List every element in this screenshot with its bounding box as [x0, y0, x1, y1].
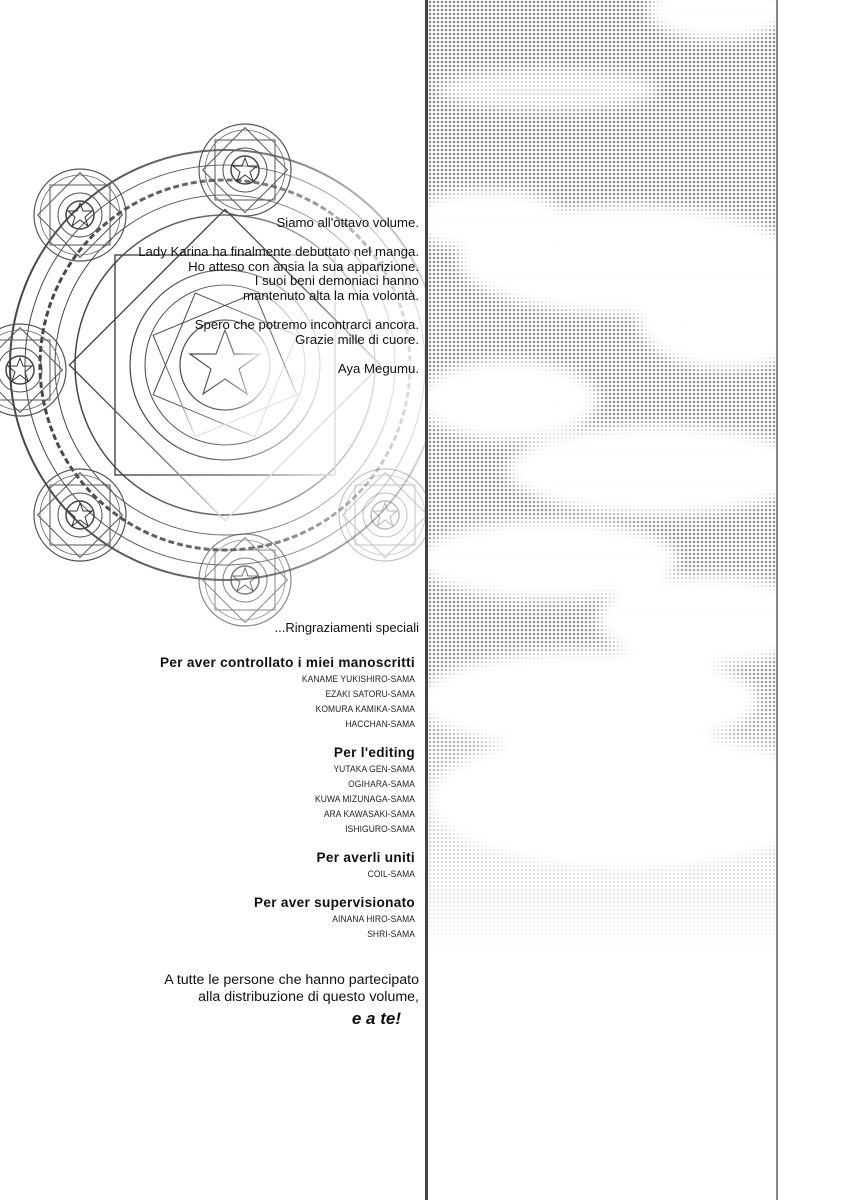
credit-name: KOMURA KAMIKA-SAMA	[315, 704, 415, 714]
credit-name: AINANA HIRO-SAMA	[332, 914, 415, 924]
credit-name: KANAME YUKISHIRO-SAMA	[301, 674, 415, 684]
special-thanks-heading: ...Ringraziamenti speciali	[274, 620, 419, 635]
credit-name: OGIHARA-SAMA	[348, 779, 415, 789]
closing-message	[89, 972, 419, 1027]
credit-name: ISHIGURO-SAMA	[345, 824, 415, 834]
author-signature: Aya Megumu.	[337, 360, 419, 376]
closing-line: alla distribuzione di questo volume,	[198, 989, 419, 1005]
sky-panel	[425, 0, 778, 1200]
afterword-paragraph: Lady Karina ha finalmente debuttato nel manga. Ho atteso con ansia la sua apparizione. I suoi beni demoniaci hanno mantenuto alta la mia volontà.	[138, 243, 419, 304]
closing-line: A tutte le persone che hanno partecipato	[164, 972, 419, 988]
afterword-text	[89, 216, 419, 390]
credit-title: Per aver controllato i miei manoscritti	[160, 655, 415, 670]
cloud-illustration	[428, 0, 776, 1200]
credit-group	[85, 744, 415, 837]
credits-list	[85, 654, 415, 954]
afterword-paragraph: Siamo all'ottavo volume.	[276, 215, 419, 230]
credit-group	[85, 849, 415, 882]
credit-name: KUWA MIZUNAGA-SAMA	[315, 794, 415, 804]
credit-title: Per aver supervisionato	[253, 895, 415, 910]
credit-group	[85, 654, 415, 732]
credit-name: ARA KAWASAKI-SAMA	[323, 809, 415, 819]
afterword-paragraph: Spero che potremo incontrarci ancora. Grazie mille di cuore.	[194, 316, 419, 347]
credit-title: Per l'editing	[333, 745, 415, 760]
closing-signoff: e a te!	[351, 1009, 401, 1028]
credit-name: HACCHAN-SAMA	[345, 719, 415, 729]
credit-title: Per averli uniti	[316, 850, 415, 865]
credit-name: EZAKI SATORU-SAMA	[325, 689, 415, 699]
credit-name: YUTAKA GEN-SAMA	[333, 764, 415, 774]
credit-name: SHRI-SAMA	[367, 929, 415, 939]
credit-group	[85, 894, 415, 942]
credit-name: COIL-SAMA	[367, 869, 415, 879]
